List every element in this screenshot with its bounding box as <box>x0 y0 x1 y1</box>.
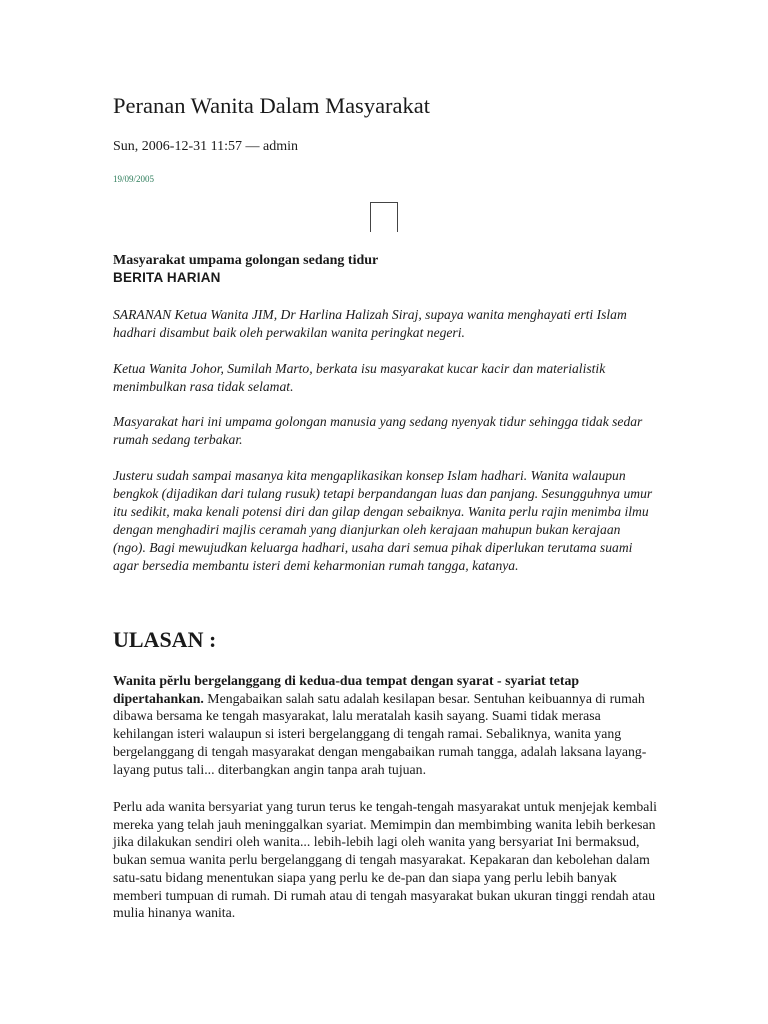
ulasan-paragraph-text: Mengabaikan salah satu adalah kesilapan besar. Sentuhan keibuannya di rumah dibawa bersama ke tengah masyarakat, lalu meratalah kasih sayang. Suami tidak merasa kehilangan isteri walaupun si isteri bergelanggang di tengah ramai. Sebaliknya, wanita yang bergelanggang di tengah masyarakat dengan mengabaikan rumah tangga, adalah laksana layang-layang putus tali... diterbangkan angin tanpa arah tujuan. <box>113 690 647 777</box>
article-paragraph: Ketua Wanita Johor, Sumilah Marto, berkata isu masyarakat kucar kacir dan materialistik menimbulkan rasa tidak selamat. <box>113 361 606 394</box>
ulasan-paragraph <box>113 672 658 778</box>
ulasan-heading: ULASAN : <box>113 627 217 652</box>
article-paragraph: Justeru sudah sampai masanya kita mengaplikasikan konsep Islam hadhari. Wanita walaupun bengkok (dijadikan dari tulang rusuk) tetapi berpandangan luas dan panjang. Sesungguhnya umur itu sedikit, maka kenali potensi diri dan gilap dengan sebaiknya. Wanita perlu rajin menimba ilmu dengan menghadiri majlis ceramah yang dianjurkan oleh kerajaan mahupun bukan kerajaan (ngo). Bagi mewujudkan keluarga hadhari, usaha dari semua pihak diperlukan terutama suami agar bersedia membantu isteri demi keharmonian rumah tangga, katanya. <box>113 468 653 573</box>
ulasan-paragraph: Perlu ada wanita bersyariat yang turun terus ke tengah-tengah masyarakat untuk menjejak kembali mereka yang telah jauh meninggalkan syariat. Memimpin dan membimbing wanita lebih berkesan jika dilakukan sendiri oleh wanita... lebih-lebih lagi oleh wanita yang bersyariat Ini bermaksud, bukan semua wanita perlu bergelanggang di tengah masyarakat. Kepakaran dan kebolehan dalam satu-satu bidang menentukan siapa yang perlu ke de-pan dan siapa yang perlu lebih banyak memberi tumpuan di rumah. Di rumah atau di tengah masyarakat bukan ukuran tinggi rendah atau mulia hinanya wanita. <box>113 799 658 921</box>
ulasan-lead: Wanita pĕrlu bergelanggang di kedua-dua tempat dengan syarat - syariat tetap dipertahankan. <box>113 673 580 706</box>
article-headline <box>113 252 378 286</box>
headline-source: BERITA HARIAN <box>113 270 221 285</box>
post-meta: Sun, 2006-12-31 11:57 — admin <box>113 139 298 154</box>
image-placeholder-icon <box>370 202 398 232</box>
article-paragraph: Masyarakat hari ini umpama golongan manusia yang sedang nyenyak tidur sehingga tidak sedar rumah sedang terbakar. <box>113 414 643 447</box>
headline-title: Masyarakat umpama golongan sedang tidur <box>113 253 379 268</box>
article-date: 19/09/2005 <box>113 174 155 184</box>
article-paragraph: SARANAN Ketua Wanita JIM, Dr Harlina Halizah Siraj, supaya wanita menghayati erti Islam hadhari disambut baik oleh perwakilan wanita peringkat negeri. <box>113 307 627 340</box>
page-title: Peranan Wanita Dalam Masyarakat <box>113 93 431 118</box>
